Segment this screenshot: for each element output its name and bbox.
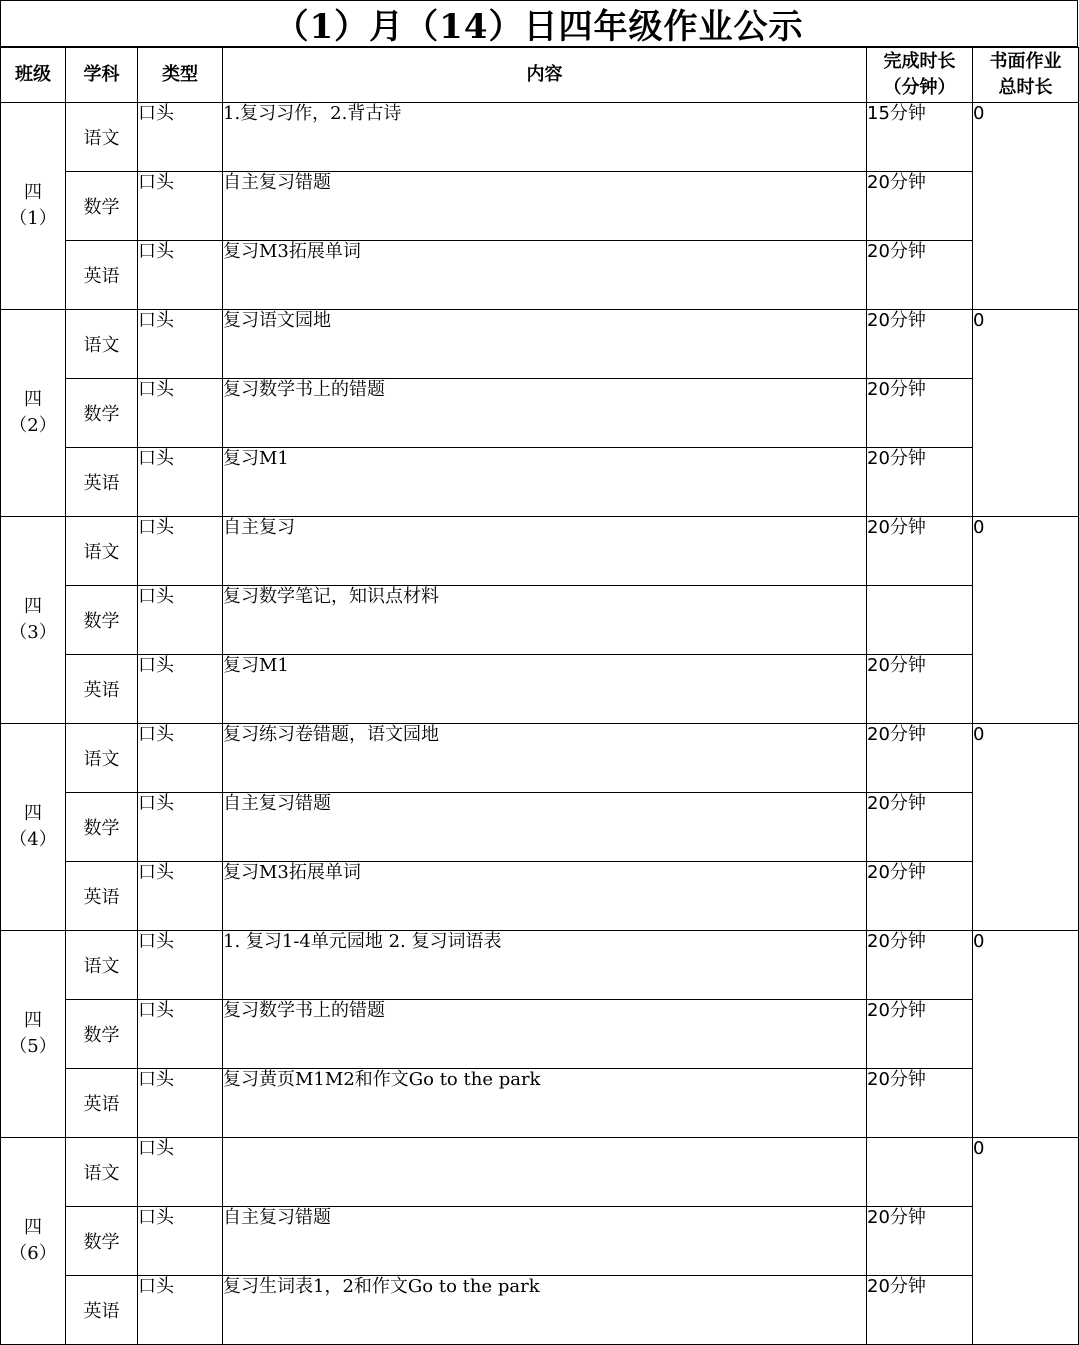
- page-title: （1）月（14）日四年级作业公示: [0, 0, 1078, 47]
- written-total-cell: 0: [973, 931, 1079, 1138]
- duration-cell: 20分钟: [867, 655, 973, 724]
- class-cell: [1, 103, 66, 310]
- class-number: （3）: [9, 622, 57, 643]
- header-content: 内容: [223, 48, 867, 103]
- subject-cell: 英语: [66, 862, 138, 931]
- header-duration-line2: （分钟）: [883, 77, 956, 98]
- duration-cell: 20分钟: [867, 931, 973, 1000]
- class-cell: [1, 724, 66, 931]
- duration-cell: [867, 1138, 973, 1207]
- subject-cell: 数学: [66, 172, 138, 241]
- type-cell: 口头: [138, 517, 223, 586]
- class-cell: [1, 1138, 66, 1345]
- table-body: [1, 103, 1079, 1345]
- subject-cell: 数学: [66, 1000, 138, 1069]
- class-grade: 四: [24, 1010, 42, 1031]
- table-row: [1, 103, 1079, 172]
- header-type: 类型: [138, 48, 223, 103]
- subject-cell: 语文: [66, 931, 138, 1000]
- type-cell: 口头: [138, 1138, 223, 1207]
- duration-cell: 20分钟: [867, 793, 973, 862]
- duration-cell: 20分钟: [867, 1069, 973, 1138]
- header-subject: 学科: [66, 48, 138, 103]
- duration-cell: 20分钟: [867, 1207, 973, 1276]
- table-row: [1, 517, 1079, 586]
- table-row: [1, 862, 1079, 931]
- content-cell: 复习数学笔记，知识点材料: [223, 586, 867, 655]
- written-total-cell: 0: [973, 1138, 1079, 1345]
- subject-cell: 英语: [66, 1069, 138, 1138]
- content-cell: 复习数学书上的错题: [223, 379, 867, 448]
- subject-cell: 英语: [66, 448, 138, 517]
- written-total-cell: 0: [973, 310, 1079, 517]
- subject-cell: 数学: [66, 793, 138, 862]
- class-grade: 四: [24, 182, 42, 203]
- table-row: [1, 448, 1079, 517]
- type-cell: 口头: [138, 586, 223, 655]
- content-cell: 自主复习错题: [223, 793, 867, 862]
- header-row: [1, 48, 1079, 103]
- subject-cell: 语文: [66, 517, 138, 586]
- type-cell: 口头: [138, 1207, 223, 1276]
- type-cell: 口头: [138, 310, 223, 379]
- duration-cell: [867, 586, 973, 655]
- class-cell: [1, 931, 66, 1138]
- subject-cell: 语文: [66, 310, 138, 379]
- content-cell: [223, 1138, 867, 1207]
- written-total-cell: 0: [973, 724, 1079, 931]
- subject-cell: 数学: [66, 1207, 138, 1276]
- duration-cell: 20分钟: [867, 448, 973, 517]
- subject-cell: 英语: [66, 655, 138, 724]
- subject-cell: 语文: [66, 1138, 138, 1207]
- type-cell: 口头: [138, 172, 223, 241]
- content-cell: 复习语文园地: [223, 310, 867, 379]
- header-class: 班级: [1, 48, 66, 103]
- class-grade: 四: [24, 389, 42, 410]
- type-cell: 口头: [138, 724, 223, 793]
- content-cell: 复习数学书上的错题: [223, 1000, 867, 1069]
- table-row: [1, 379, 1079, 448]
- content-cell: 复习M1: [223, 655, 867, 724]
- duration-cell: 20分钟: [867, 1000, 973, 1069]
- table-row: [1, 724, 1079, 793]
- table-row: [1, 241, 1079, 310]
- class-number: （6）: [9, 1243, 57, 1264]
- type-cell: 口头: [138, 103, 223, 172]
- subject-cell: 英语: [66, 1276, 138, 1345]
- duration-cell: 20分钟: [867, 379, 973, 448]
- content-cell: 复习M3拓展单词: [223, 241, 867, 310]
- duration-cell: 20分钟: [867, 172, 973, 241]
- content-cell: 自主复习错题: [223, 1207, 867, 1276]
- type-cell: 口头: [138, 793, 223, 862]
- table-row: [1, 1138, 1079, 1207]
- content-cell: 1.复习习作，2.背古诗: [223, 103, 867, 172]
- duration-cell: 20分钟: [867, 310, 973, 379]
- duration-cell: 20分钟: [867, 517, 973, 586]
- written-total-cell: 0: [973, 103, 1079, 310]
- content-cell: 复习练习卷错题，语文园地: [223, 724, 867, 793]
- type-cell: 口头: [138, 655, 223, 724]
- class-number: （4）: [9, 829, 57, 850]
- table-row: [1, 1276, 1079, 1345]
- header-duration-line1: 完成时长: [883, 51, 956, 72]
- subject-cell: 英语: [66, 241, 138, 310]
- written-total-cell: 0: [973, 517, 1079, 724]
- header-written-line2: 总时长: [998, 77, 1053, 98]
- class-number: （1）: [9, 208, 57, 229]
- header-written-line1: 书面作业: [989, 51, 1062, 72]
- table-row: [1, 1000, 1079, 1069]
- class-number: （2）: [9, 415, 57, 436]
- type-cell: 口头: [138, 931, 223, 1000]
- content-cell: 复习黄页M1M2和作文Go to the park: [223, 1069, 867, 1138]
- content-cell: 复习生词表1，2和作文Go to the park: [223, 1276, 867, 1345]
- table-row: [1, 310, 1079, 379]
- header-written-total: [973, 48, 1079, 103]
- type-cell: 口头: [138, 379, 223, 448]
- duration-cell: 20分钟: [867, 862, 973, 931]
- duration-cell: 20分钟: [867, 724, 973, 793]
- type-cell: 口头: [138, 1276, 223, 1345]
- table-row: [1, 172, 1079, 241]
- subject-cell: 语文: [66, 724, 138, 793]
- class-grade: 四: [24, 1217, 42, 1238]
- table-row: [1, 793, 1079, 862]
- class-grade: 四: [24, 803, 42, 824]
- content-cell: 复习M3拓展单词: [223, 862, 867, 931]
- subject-cell: 数学: [66, 379, 138, 448]
- table-row: [1, 586, 1079, 655]
- type-cell: 口头: [138, 1069, 223, 1138]
- subject-cell: 数学: [66, 586, 138, 655]
- type-cell: 口头: [138, 1000, 223, 1069]
- type-cell: 口头: [138, 448, 223, 517]
- content-cell: 自主复习: [223, 517, 867, 586]
- table-row: [1, 1069, 1079, 1138]
- class-grade: 四: [24, 596, 42, 617]
- class-cell: [1, 517, 66, 724]
- content-cell: 1. 复习1-4单元园地 2. 复习词语表: [223, 931, 867, 1000]
- homework-table: [0, 47, 1079, 1345]
- header-duration: [867, 48, 973, 103]
- content-cell: 自主复习错题: [223, 172, 867, 241]
- class-cell: [1, 310, 66, 517]
- class-number: （5）: [9, 1036, 57, 1057]
- table-row: [1, 655, 1079, 724]
- content-cell: 复习M1: [223, 448, 867, 517]
- table-row: [1, 931, 1079, 1000]
- subject-cell: 语文: [66, 103, 138, 172]
- type-cell: 口头: [138, 862, 223, 931]
- table-row: [1, 1207, 1079, 1276]
- duration-cell: 20分钟: [867, 1276, 973, 1345]
- type-cell: 口头: [138, 241, 223, 310]
- duration-cell: 15分钟: [867, 103, 973, 172]
- duration-cell: 20分钟: [867, 241, 973, 310]
